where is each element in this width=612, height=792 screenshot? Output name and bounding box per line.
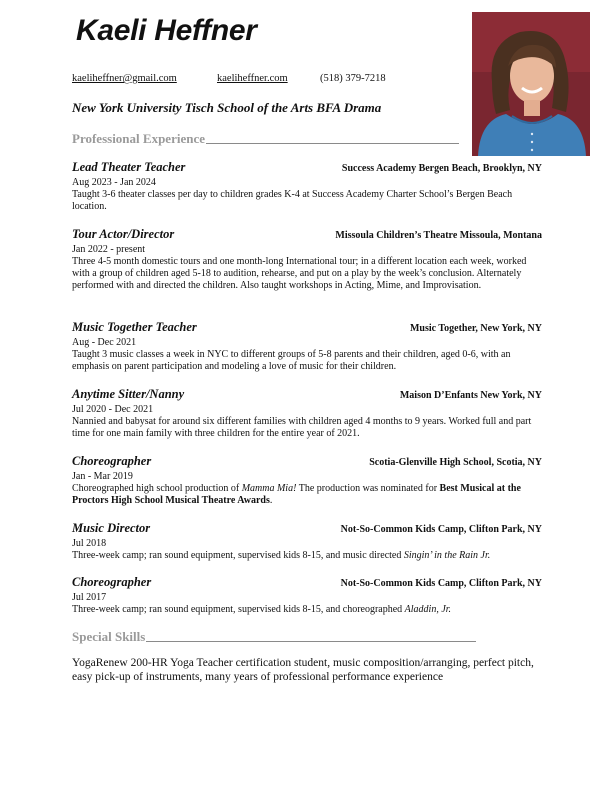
job-title: Anytime Sitter/Nanny bbox=[72, 387, 185, 401]
resume-name: Kaeli Heffner bbox=[76, 14, 257, 47]
job-title: Lead Theater Teacher bbox=[72, 160, 186, 174]
job-entry bbox=[72, 160, 542, 213]
website-link[interactable]: kaeliheffner.com bbox=[217, 73, 288, 84]
desc-text: Three-week camp; ran sound equipment, supervised kids 8-15, and music directed bbox=[72, 550, 404, 561]
job-title: Music Together Teacher bbox=[72, 320, 197, 334]
skills-text: YogaRenew 200-HR Yoga Teacher certification student, music composition/arranging, perfect pitch, easy pick-up of instruments, many years of professional performance experience bbox=[72, 657, 534, 683]
headshot-photo bbox=[472, 12, 590, 156]
job-entry bbox=[72, 387, 542, 440]
experience-heading-label: Professional Experience bbox=[72, 131, 205, 146]
job-description: Taught 3 music classes a week in NYC to different groups of 5-8 parents and their children, aged 0-6, with an emphasis on parent participation and modeling a love of music for their children. bbox=[72, 349, 511, 373]
divider bbox=[206, 142, 459, 144]
show-title: Mamma Mia! bbox=[241, 483, 297, 494]
job-organization: Not-So-Common Kids Camp, Clifton Park, NY bbox=[340, 578, 542, 589]
skills-heading-label: Special Skills bbox=[72, 629, 146, 644]
job-dates: Aug 2023 - Jan 2024 bbox=[72, 177, 156, 188]
job-dates: Jul 2018 bbox=[72, 538, 107, 549]
job-title: Tour Actor/Director bbox=[72, 227, 175, 241]
job-description: Taught 3-6 theater classes per day to children grades K-4 at Success Academy Charter School’s Bergen Beach location. bbox=[72, 189, 513, 213]
job-organization: Maison D’Enfants New York, NY bbox=[399, 390, 542, 401]
job-entry bbox=[72, 227, 542, 293]
job-entry bbox=[72, 521, 542, 562]
job-entry bbox=[72, 454, 542, 507]
show-title: Aladdin, Jr. bbox=[404, 604, 452, 615]
desc-text: The production was nominated for bbox=[296, 483, 440, 494]
job-dates: Aug - Dec 2021 bbox=[72, 337, 137, 348]
job-description bbox=[72, 550, 542, 562]
job-dates: Jan 2022 - present bbox=[72, 244, 146, 255]
job-title: Choreographer bbox=[72, 454, 152, 468]
job-organization: Not-So-Common Kids Camp, Clifton Park, NY bbox=[340, 524, 542, 535]
job-organization: Success Academy Bergen Beach, Brooklyn, NY bbox=[341, 163, 542, 174]
job-entry bbox=[72, 320, 542, 373]
job-organization: Missoula Children’s Theatre Missoula, Montana bbox=[335, 230, 542, 241]
show-title: Singin’ in the Rain Jr. bbox=[403, 550, 491, 561]
phone-number: (518) 379-7218 bbox=[320, 73, 386, 84]
desc-text: . bbox=[269, 495, 273, 507]
job-description: Three 4-5 month domestic tours and one month-long International tour; in a different location each week, worked with a group of children aged 5-18 to audition, rehearse, and put on a play by the week’s conclusion. Alternately performed with and directed the children. Also taught workshops in Acting, Mime, and Improvisation. bbox=[72, 256, 527, 292]
skills-heading bbox=[72, 629, 476, 645]
job-dates: Jul 2017 bbox=[72, 592, 107, 603]
job-description bbox=[72, 483, 542, 507]
job-description bbox=[72, 604, 542, 616]
desc-text: Choreographed high school production of bbox=[72, 483, 242, 494]
job-title: Music Director bbox=[72, 521, 151, 535]
job-organization: Music Together, New York, NY bbox=[409, 323, 542, 334]
job-entry bbox=[72, 575, 542, 616]
job-description: Nannied and babysat for around six different families with children aged 4 months to 9 years. Worked full and part time for one main family with three children for the entire year of 2021. bbox=[72, 416, 532, 440]
experience-heading bbox=[72, 131, 459, 147]
job-title: Choreographer bbox=[72, 575, 152, 589]
award-name: Best Musical at the Proctors High School Musical Theatre Awards bbox=[72, 483, 521, 507]
divider bbox=[146, 640, 476, 642]
job-dates: Jan - Mar 2019 bbox=[72, 471, 133, 482]
education-line: New York University Tisch School of the Arts BFA Drama bbox=[72, 100, 382, 115]
email-link[interactable]: kaeliheffner@gmail.com bbox=[72, 73, 177, 84]
desc-text: Three-week camp; ran sound equipment, supervised kids 8-15, and choreographed bbox=[72, 604, 405, 615]
job-dates: Jul 2020 - Dec 2021 bbox=[72, 404, 154, 415]
job-organization: Scotia-Glenville High School, Scotia, NY bbox=[369, 457, 542, 468]
